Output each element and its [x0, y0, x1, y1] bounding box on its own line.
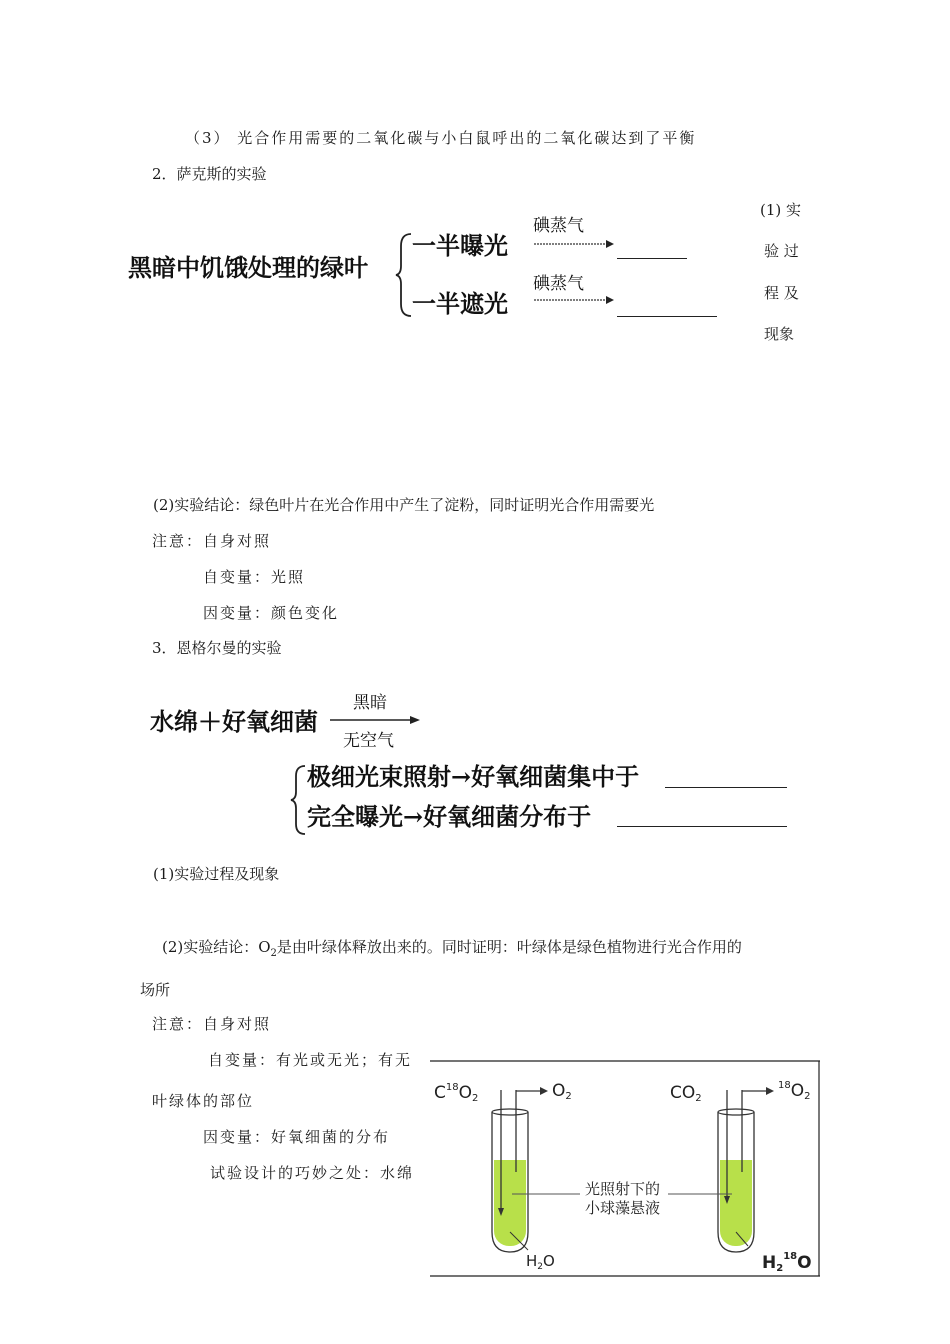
eng-answer-blank-1[interactable] — [665, 787, 787, 788]
sachs-branch-shaded: 一半遮光 — [412, 289, 508, 318]
eng-branch-full-light: 完全曝光→好氧细菌分布于 — [307, 802, 592, 831]
sachs-side-note-4: 现象 — [764, 325, 795, 343]
sachs-independent-variable: 自变量：光照 — [203, 568, 306, 586]
right-water-label: $H2^{18}O$ — [762, 1251, 812, 1274]
right-test-tube — [718, 1087, 774, 1252]
eng-answer-blank-2[interactable] — [617, 826, 787, 827]
sachs-answer-blank-1[interactable] — [617, 258, 687, 259]
eng-conclusion-start: (2)实验结论：O — [162, 938, 271, 956]
left-water-label: $H_2O$ — [526, 1252, 555, 1272]
sachs-arrows — [530, 236, 620, 306]
sachs-note: 注意：自身对照 — [152, 532, 272, 550]
eng-conclusion — [162, 937, 742, 964]
eng-main-arrow — [330, 712, 425, 728]
eng-dependent-variable: 因变量：好氧细菌的分布 — [203, 1128, 391, 1146]
sachs-arrowhead-1 — [606, 240, 614, 248]
sachs-conclusion: (2)实验结论：绿色叶片在光合作用中产生了淀粉，同时证明光合作用需要光 — [153, 496, 655, 514]
heading-sachs: 2．萨克斯的实验 — [152, 165, 267, 183]
eng-conclusion-subscript: 2 — [270, 948, 277, 959]
eng-independent-variable: 自变量：有光或无光；有无 — [208, 1051, 413, 1069]
eng-start: 水绵＋好氧细菌 — [150, 707, 318, 736]
eng-process: (1)实验过程及现象 — [153, 865, 280, 883]
suspension-label-2: 小球藻悬液 — [585, 1199, 661, 1217]
sachs-branch-exposed: 一半曝光 — [412, 231, 508, 260]
eng-cond-dark: 黑暗 — [353, 693, 387, 713]
suspension-label-1: 光照射下的 — [585, 1180, 661, 1198]
right-output-o2-label: $^{18}$O2 — [778, 1080, 811, 1102]
left-input-co2-label: $C^{18}O2$ — [434, 1082, 479, 1104]
sachs-start: 黑暗中饥饿处理的绿叶 — [128, 253, 368, 282]
balance-statement: （3） 光合作用需要的二氧化碳与小白鼠呼出的二氧化碳达到了平衡 — [185, 129, 697, 147]
sachs-reagent-2: 碘蒸气 — [533, 274, 584, 294]
isotope-tube-figure — [430, 1060, 820, 1278]
eng-note: 注意：自身对照 — [152, 1015, 272, 1033]
eng-branch-beam: 极细光束照射→好氧细菌集中于 — [307, 762, 640, 791]
eng-conclusion-rest: 是由叶绿体释放出来的。同时证明：叶绿体是绿色植物进行光合作用的 — [276, 938, 742, 956]
sachs-side-note-2: 验 过 — [764, 242, 799, 260]
sachs-dependent-variable: 因变量：颜色变化 — [203, 604, 340, 622]
left-output-o2-label: O2 — [552, 1081, 572, 1102]
sachs-reagent-1: 碘蒸气 — [533, 216, 584, 236]
eng-conclusion-end: 场所 — [140, 981, 171, 999]
eng-cond-no-air: 无空气 — [343, 731, 394, 751]
sachs-side-note-3: 程 及 — [764, 284, 799, 302]
right-input-co2-label: CO2 — [670, 1083, 702, 1104]
sachs-side-note-1: (1) 实 — [760, 201, 802, 219]
sachs-arrowhead-2 — [606, 296, 614, 304]
eng-independent-variable-cont: 叶绿体的部位 — [152, 1092, 255, 1110]
sachs-answer-blank-2[interactable] — [617, 316, 717, 317]
eng-brace — [290, 764, 308, 836]
eng-design-highlight: 试验设计的巧妙之处：水绵 — [210, 1164, 415, 1182]
left-test-tube — [492, 1087, 548, 1252]
heading-engelmann: 3．恩格尔曼的实验 — [152, 639, 282, 657]
